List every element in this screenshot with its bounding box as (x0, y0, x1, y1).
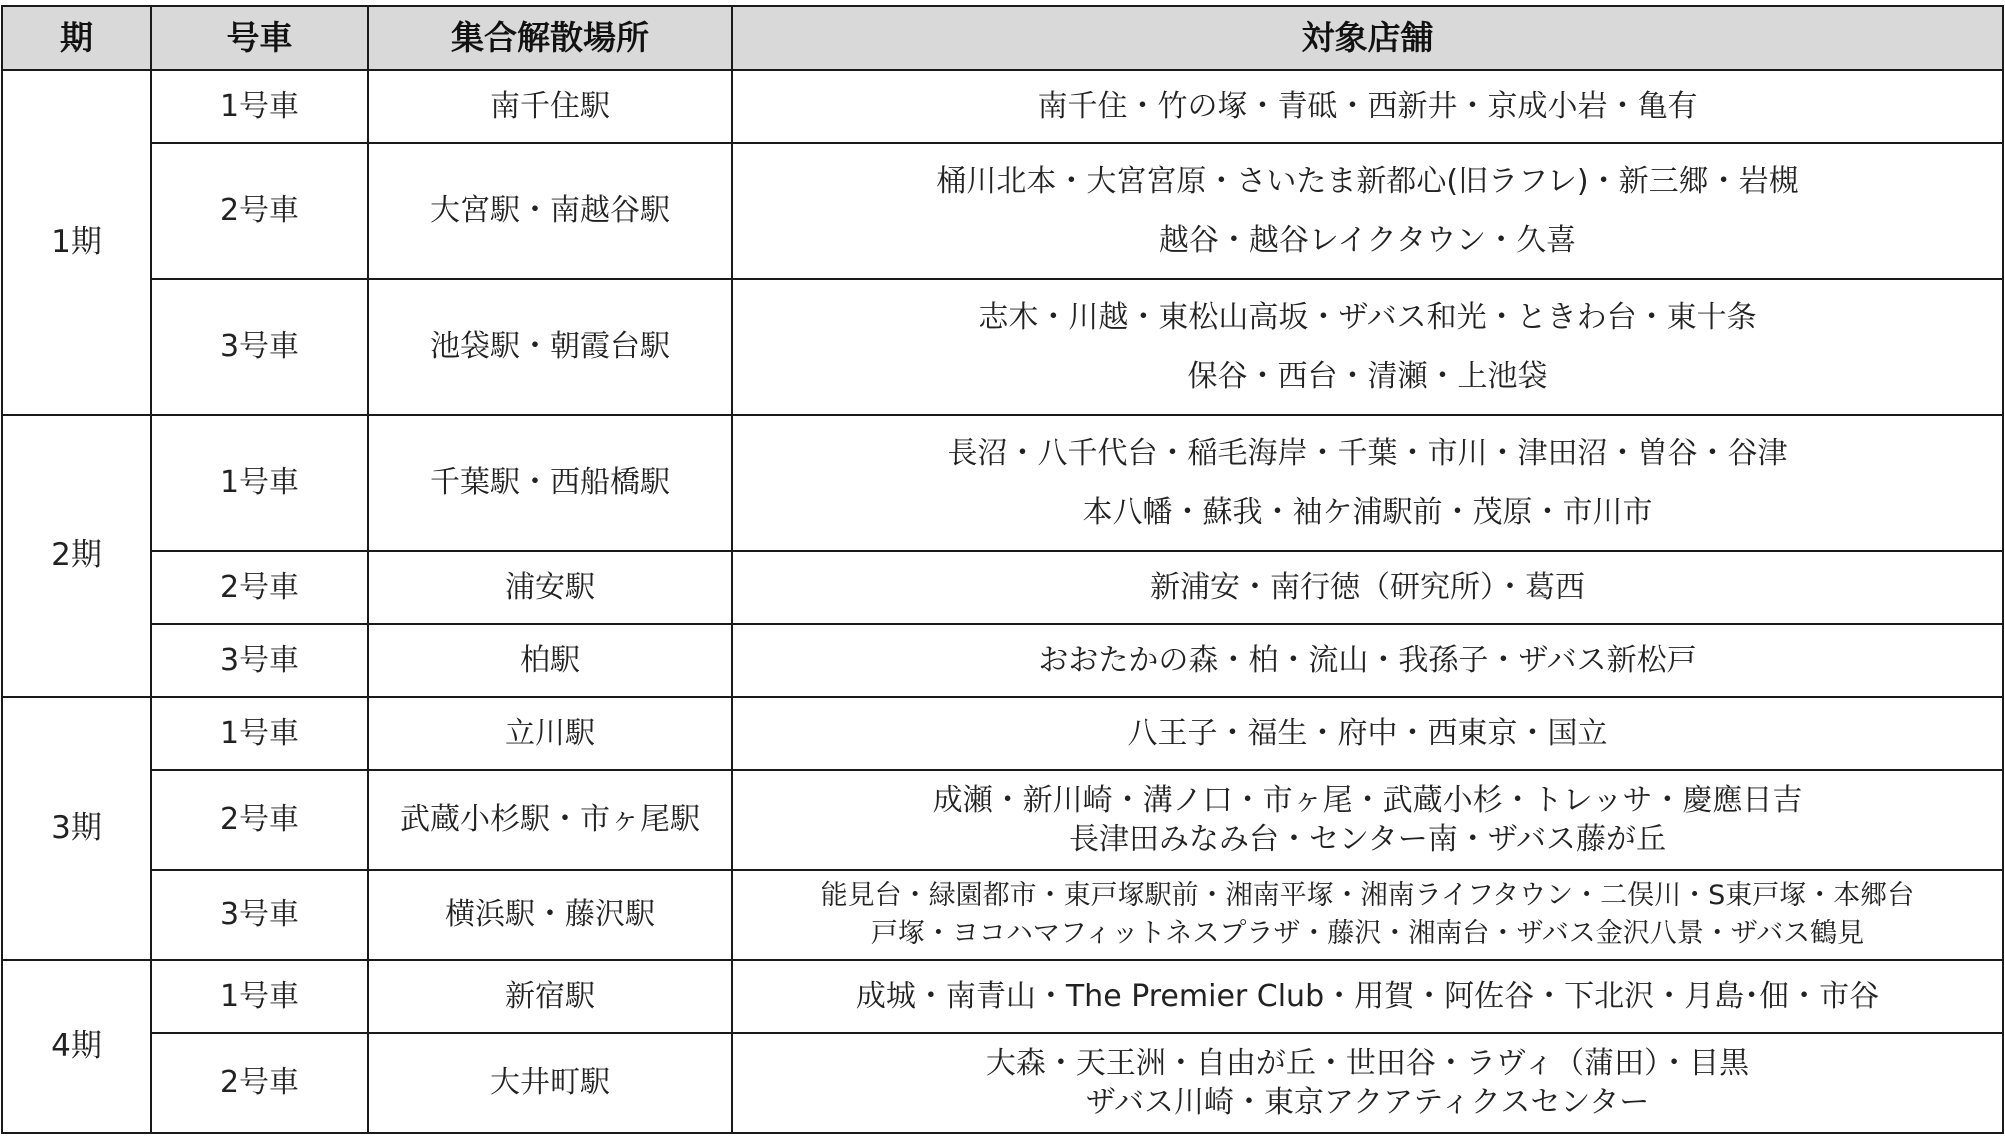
store-line: 本八幡・蘇我・袖ケ浦駅前・茂原・市川市 (1082, 495, 1653, 530)
store-line: 八王子・福生・府中・西東京・国立 (1127, 715, 1608, 751)
store-line: 能見台・緑園都市・東戸塚駅前・湘南平塚・湘南ライフタウン・二俣川・S東戸塚・本郷台 (820, 880, 1915, 911)
stores-cell (732, 551, 2003, 624)
place-cell: 新宿駅 (368, 960, 732, 1033)
table-row (2, 770, 2003, 870)
stores-cell (732, 697, 2003, 770)
store-line: 新浦安・南行徳（研究所）・葛西 (1150, 569, 1585, 605)
stores-cell (732, 415, 2003, 551)
table-row (2, 960, 2003, 1033)
table-row (2, 143, 2003, 279)
store-line: 成瀬・新川崎・溝ノ口・市ヶ尾・武蔵小杉・トレッサ・慶應日吉 (932, 783, 1803, 818)
stores-cell (732, 960, 2003, 1033)
header-row (2, 6, 2003, 70)
place-cell: 浦安駅 (368, 551, 732, 624)
car-cell: 1号車 (151, 960, 368, 1033)
store-line: ザバス川崎・東京アクアティクスセンター (1085, 1085, 1650, 1120)
stores-cell (732, 143, 2003, 279)
table-row (2, 415, 2003, 551)
store-line: 志木・川越・東松山高坂・ザバス和光・ときわ台・東十条 (978, 300, 1757, 335)
store-line: 南千住・竹の塚・青砥・西新井・京成小岩・亀有 (1037, 88, 1698, 124)
table-row (2, 697, 2003, 770)
stores-cell (732, 1033, 2003, 1133)
store-line: 越谷・越谷レイクタウン・久喜 (1158, 223, 1577, 258)
table-row (2, 870, 2003, 960)
period-cell: 3期 (2, 697, 151, 960)
car-cell: 3号車 (151, 624, 368, 697)
place-cell: 武蔵小杉駅・市ヶ尾駅 (368, 770, 732, 870)
stores-cell (732, 624, 2003, 697)
place-cell: 立川駅 (368, 697, 732, 770)
store-line: 長津田みなみ台・センター南・ザバス藤が丘 (1069, 822, 1666, 857)
store-schedule-table (1, 5, 2004, 1134)
car-cell: 2号車 (151, 770, 368, 870)
car-cell: 1号車 (151, 697, 368, 770)
stores-cell (732, 770, 2003, 870)
stores-cell (732, 70, 2003, 143)
place-cell: 千葉駅・西船橋駅 (368, 415, 732, 551)
car-cell: 2号車 (151, 551, 368, 624)
place-cell: 南千住駅 (368, 70, 732, 143)
table-row (2, 1033, 2003, 1133)
car-cell: 2号車 (151, 143, 368, 279)
store-line: 大森・天王洲・自由が丘・世田谷・ラヴィ（蒲田）・目黒 (985, 1046, 1750, 1081)
place-cell: 横浜駅・藤沢駅 (368, 870, 732, 960)
table-row (2, 551, 2003, 624)
period-cell: 1期 (2, 70, 151, 415)
header-car: 号車 (151, 6, 368, 70)
store-line: 戸塚・ヨコハマフィットネスプラザ・藤沢・湘南台・ザバス金沢八景・ザバス鶴見 (870, 918, 1865, 949)
place-cell: 池袋駅・朝霞台駅 (368, 279, 732, 415)
car-cell: 3号車 (151, 870, 368, 960)
store-line: 桶川北本・大宮宮原・さいたま新都心(旧ラフレ)・新三郷・岩槻 (936, 164, 1799, 199)
header-meeting-place: 集合解散場所 (368, 6, 732, 70)
table-row (2, 279, 2003, 415)
header-period: 期 (2, 6, 151, 70)
store-line: おおたかの森・柏・流山・我孫子・ザバス新松戸 (1038, 642, 1697, 678)
stores-cell (732, 279, 2003, 415)
table-row (2, 624, 2003, 697)
place-cell: 大宮駅・南越谷駅 (368, 143, 732, 279)
car-cell: 1号車 (151, 70, 368, 143)
car-cell: 1号車 (151, 415, 368, 551)
store-line: 長沼・八千代台・稲毛海岸・千葉・市川・津田沼・曽谷・谷津 (947, 436, 1788, 471)
stores-cell (732, 870, 2003, 960)
car-cell: 3号車 (151, 279, 368, 415)
store-line: 保谷・西台・清瀬・上池袋 (1187, 359, 1548, 394)
table-row (2, 70, 2003, 143)
car-cell: 2号車 (151, 1033, 368, 1133)
store-line: 成城・南青山・The Premier Club・用賀・阿佐谷・下北沢・月島･佃・市谷 (855, 978, 1880, 1014)
place-cell: 大井町駅 (368, 1033, 732, 1133)
period-cell: 2期 (2, 415, 151, 697)
header-target-stores: 対象店舗 (732, 6, 2003, 70)
period-cell: 4期 (2, 960, 151, 1133)
place-cell: 柏駅 (368, 624, 732, 697)
